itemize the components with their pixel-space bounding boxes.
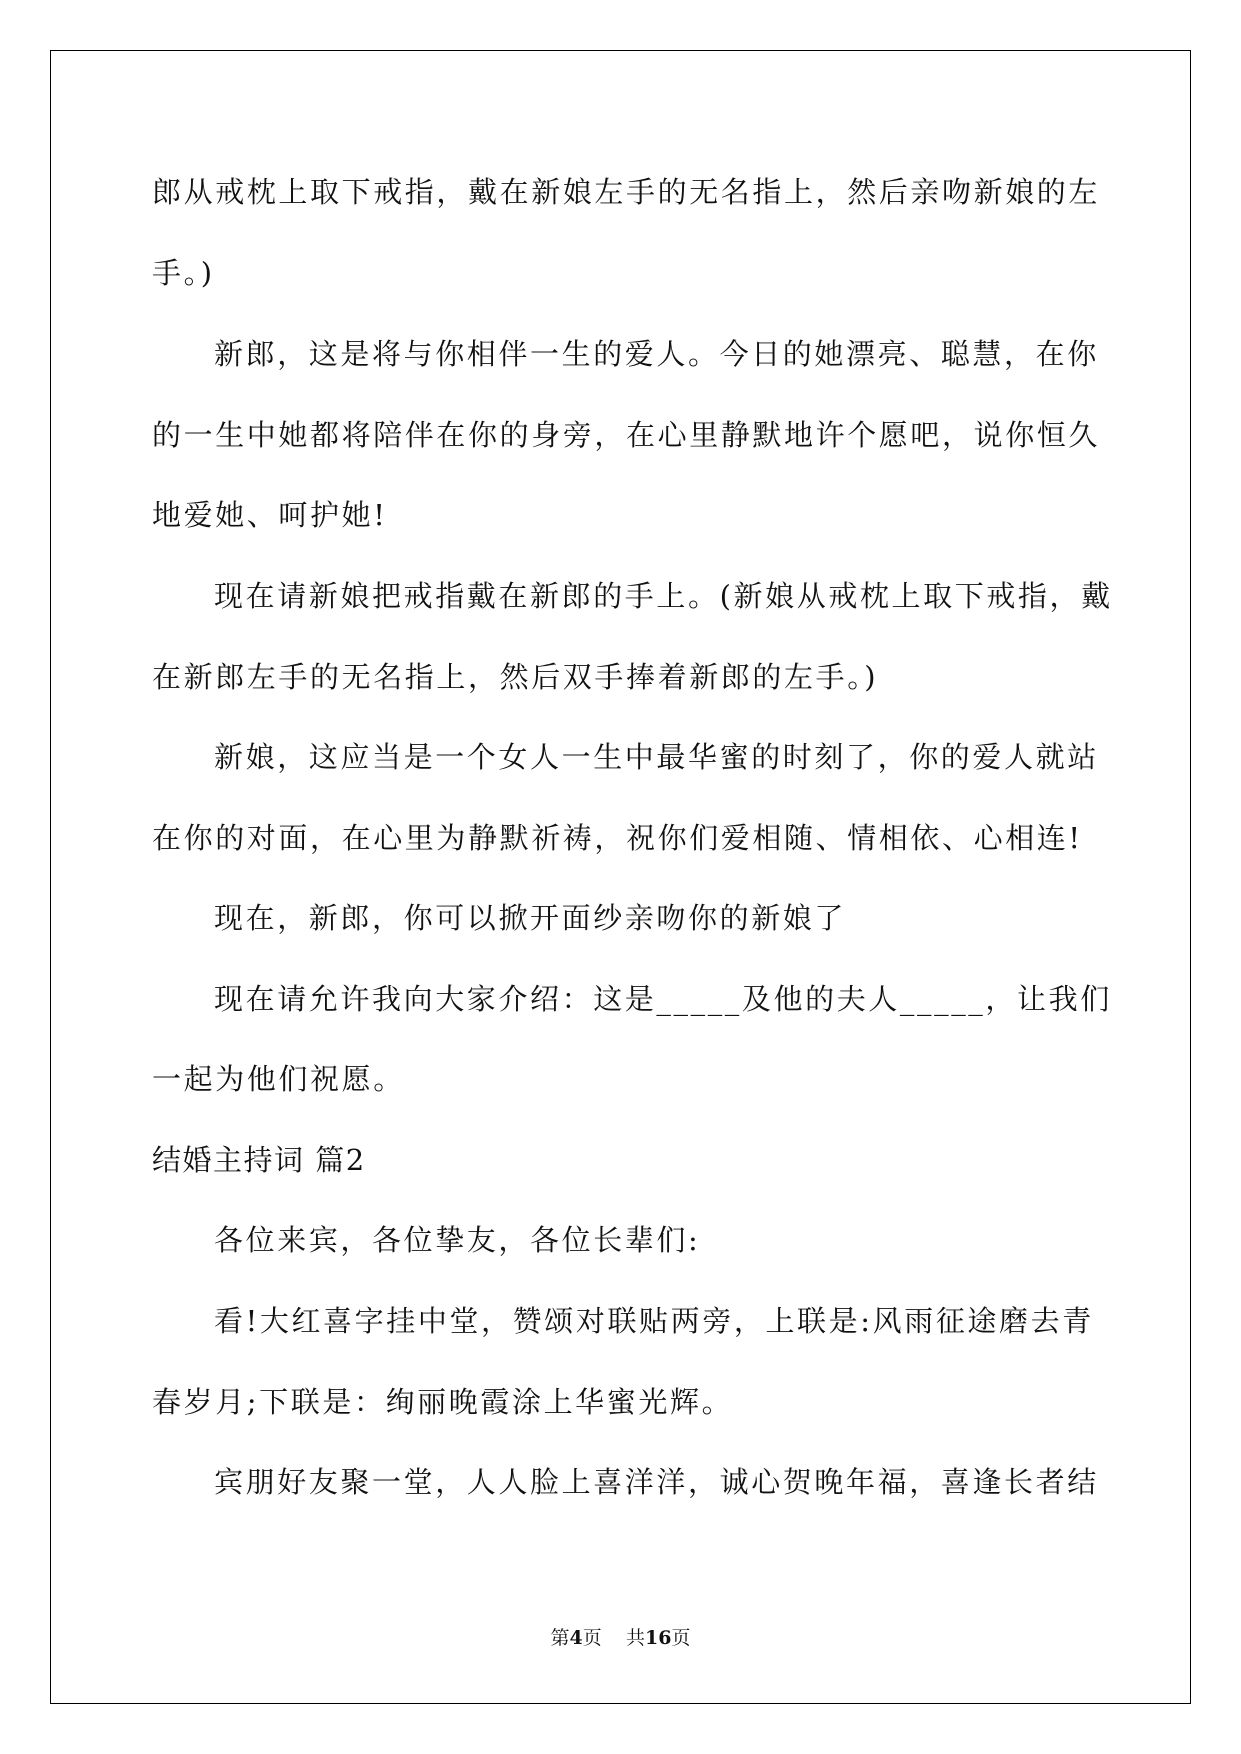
total-suffix: 页 — [671, 1627, 691, 1649]
page-number: 4 — [569, 1627, 583, 1649]
total-pages: 16 — [644, 1627, 672, 1649]
text-line: 的一生中她都将陪伴在你的身旁，在心里静默地许个愿吧，说你恒久 — [152, 418, 1101, 452]
total-prefix: 共 — [625, 1627, 645, 1649]
page-prefix: 第 — [550, 1627, 570, 1649]
text-line: 春岁月;下联是：绚丽晚霞涂上华蜜光辉。 — [152, 1385, 734, 1419]
paragraph-start-line: 现在，新郎，你可以掀开面纱亲吻你的新娘了 — [214, 901, 847, 935]
paragraph-start-line: 看!大红喜字挂中堂，赞颂对联贴两旁，上联是:风雨征途磨去青 — [214, 1304, 1094, 1338]
paragraph-start-line: 现在请允许我向大家介绍：这是_____及他的夫人_____，让我们 — [214, 982, 1112, 1016]
page-footer — [0, 1623, 1241, 1650]
paragraph-start-line: 新娘，这应当是一个女人一生中最华蜜的时刻了，你的爱人就站 — [214, 740, 1099, 774]
text-line: 一起为他们祝愿。 — [152, 1062, 405, 1096]
paragraph-start-line: 新郎，这是将与你相伴一生的爱人。今日的她漂亮、聪慧，在你 — [214, 337, 1099, 371]
text-line: 郎从戒枕上取下戒指，戴在新娘左手的无名指上，然后亲吻新娘的左 — [152, 175, 1101, 209]
paragraph-start-line: 现在请新娘把戒指戴在新郎的手上。(新娘从戒枕上取下戒指，戴 — [214, 579, 1113, 613]
page-border — [50, 50, 1191, 1704]
page-suffix: 页 — [582, 1627, 602, 1649]
text-line: 在你的对面，在心里为静默祈祷，祝你们爱相随、情相依、心相连! — [152, 821, 1083, 855]
paragraph-start-line: 宾朋好友聚一堂，人人脸上喜洋洋，诚心贺晚年福，喜逢长者结 — [214, 1465, 1099, 1499]
text-line: 在新郎左手的无名指上，然后双手捧着新郎的左手。) — [152, 660, 879, 694]
text-line: 地爱她、呵护她! — [152, 498, 388, 532]
section-heading: 结婚主持词 篇2 — [152, 1143, 366, 1177]
text-line: 手。) — [152, 256, 215, 290]
paragraph-start-line: 各位来宾，各位挚友，各位长辈们: — [214, 1223, 701, 1257]
